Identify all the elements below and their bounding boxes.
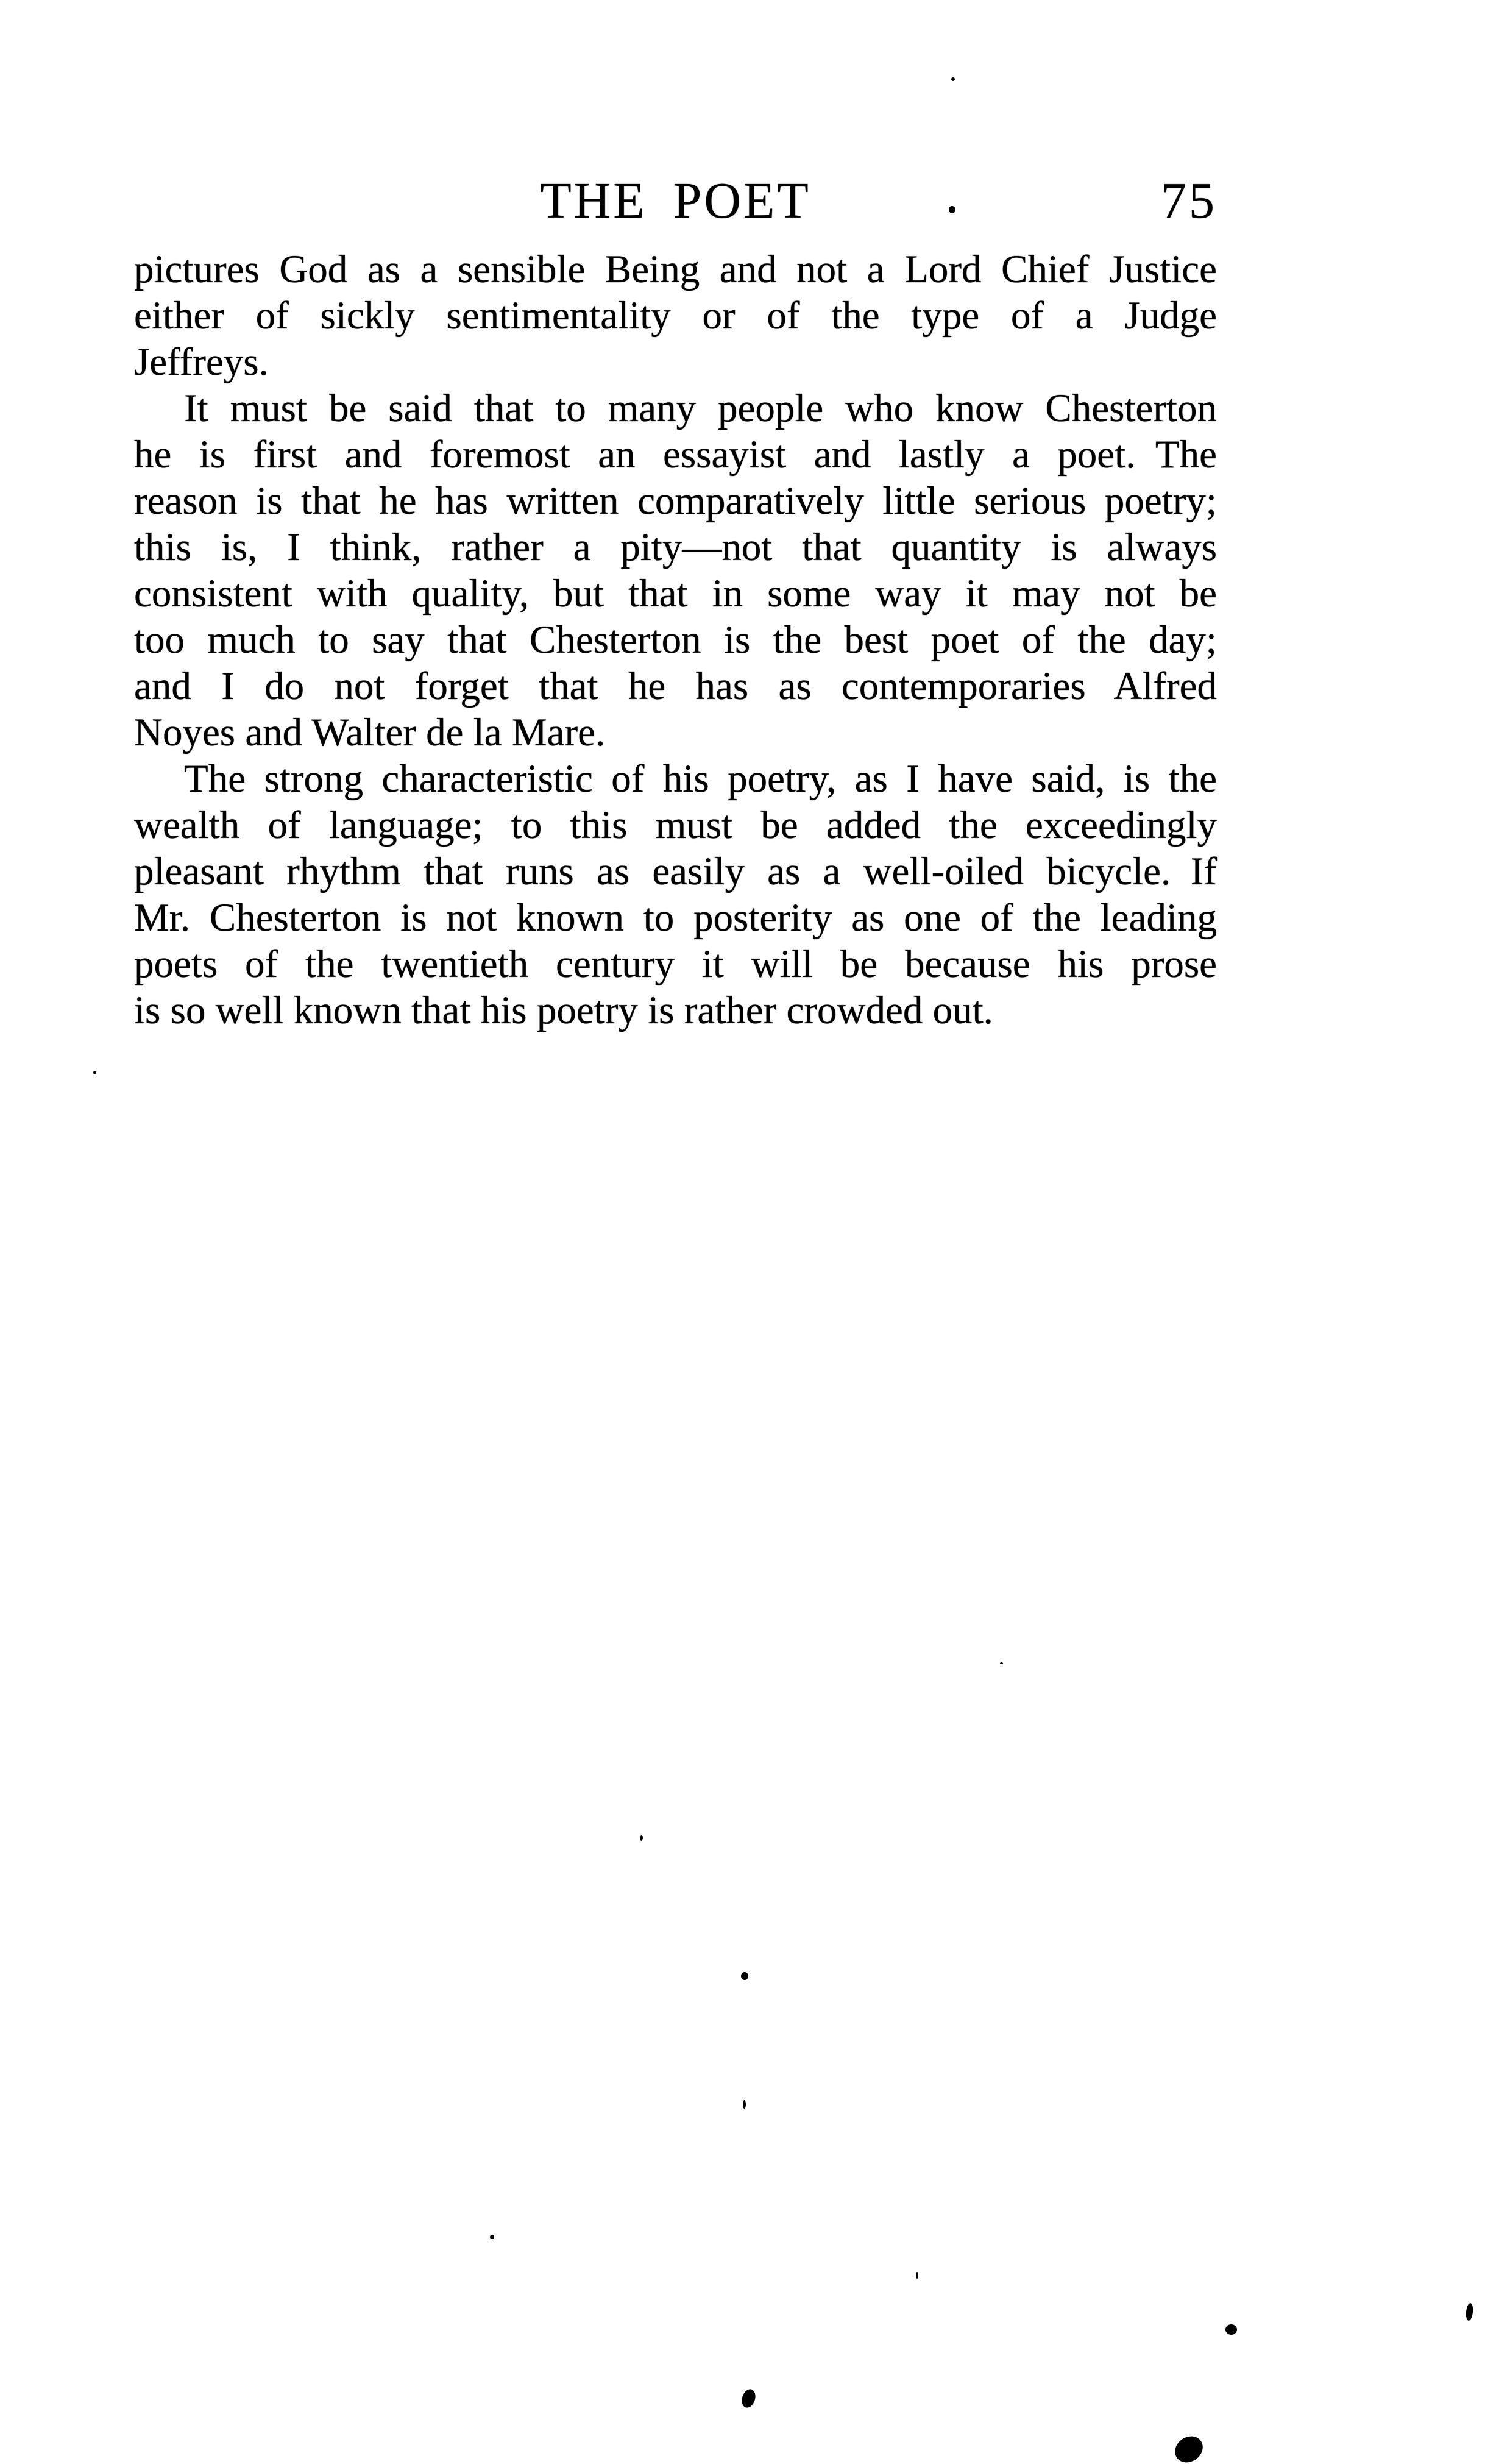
- text-line: this is, I think, rather a pity—not that quantity is always: [134, 525, 1217, 569]
- ink-speck: [1465, 2302, 1473, 2321]
- text-line: The strong characteristic of his poetry, as I have said, is the: [184, 757, 1217, 801]
- text-line: Jeffreys.: [134, 340, 269, 384]
- page-header: [134, 174, 1217, 229]
- ink-speck: [1000, 1662, 1003, 1664]
- text-line: wealth of language; to this must be added the exceedingly: [134, 803, 1217, 847]
- text-line: reason is that he has written comparatively little serious poetry;: [134, 479, 1217, 523]
- ink-speck: [490, 2235, 494, 2239]
- text-line: Mr. Chesterton is not known to posterity as one of the leading: [134, 896, 1217, 940]
- text-line: he is first and foremost an essayist and lastly a poet. The: [134, 433, 1217, 477]
- text-line: It must be said that to many people who know Chesterton: [184, 386, 1217, 430]
- text-line: pleasant rhythm that runs as easily as a well-oiled bicycle. If: [134, 850, 1217, 893]
- ink-speck: [1170, 2431, 1208, 2464]
- text-line: poets of the twentieth century it will be because his prose: [134, 942, 1217, 986]
- ink-speck: [1225, 2324, 1237, 2335]
- page-number: 75: [1161, 172, 1217, 229]
- ink-speck: [951, 77, 955, 81]
- text-line: too much to say that Chesterton is the best poet of the day;: [134, 618, 1217, 662]
- text-line: pictures God as a sensible Being and not a Lord Chief Justice: [134, 247, 1217, 291]
- ink-speck: [739, 2387, 757, 2409]
- text-line: Noyes and Walter de la Mare.: [134, 711, 606, 754]
- text-line: is so well known that his poetry is rather crowded out.: [134, 989, 993, 1032]
- ink-speck: [93, 1071, 96, 1074]
- ink-speck: [743, 2100, 746, 2109]
- text-line: consistent with quality, but that in some way it may not be: [134, 572, 1217, 616]
- body-text: [134, 246, 1217, 1034]
- running-title: THE POET: [540, 172, 811, 229]
- text-line: and I do not forget that he has as contemporaries Alfred: [134, 664, 1217, 708]
- ink-speck: [949, 206, 955, 213]
- ink-speck: [640, 1835, 643, 1841]
- ink-speck: [916, 2272, 918, 2279]
- text-line: either of sickly sentimentality or of the type of a Judge: [134, 294, 1217, 338]
- ink-speck: [741, 1972, 748, 1980]
